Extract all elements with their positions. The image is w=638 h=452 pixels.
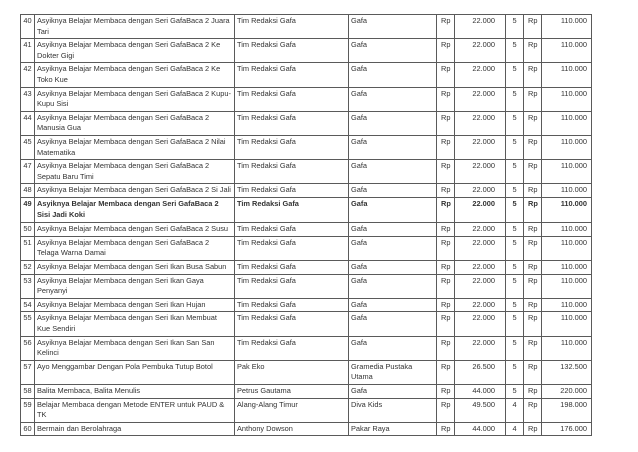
table-row bbox=[21, 87, 592, 111]
row-number-cell: 57 bbox=[21, 360, 35, 384]
author-name-cell: Tim Redaksi Gafa bbox=[235, 160, 349, 184]
author-name-cell: Tim Redaksi Gafa bbox=[235, 63, 349, 87]
quantity-cell: 5 bbox=[506, 184, 524, 198]
price-currency-cell: Rp bbox=[437, 236, 455, 260]
publisher-name-cell: Pakar Raya bbox=[349, 422, 437, 436]
total-currency-cell: Rp bbox=[524, 15, 542, 39]
table-row bbox=[21, 298, 592, 312]
total-currency-cell: Rp bbox=[524, 111, 542, 135]
table-row bbox=[21, 135, 592, 159]
unit-price-cell: 49.500 bbox=[455, 398, 506, 422]
unit-price-cell: 22.000 bbox=[455, 39, 506, 63]
publisher-name-cell: Gramedia Pustaka Utama bbox=[349, 360, 437, 384]
quantity-cell: 5 bbox=[506, 385, 524, 399]
book-title-cell: Asyiknya Belajar Membaca dengan Seri GafaBaca 2 Manusia Gua bbox=[35, 111, 235, 135]
total-price-cell: 110.000 bbox=[542, 184, 592, 198]
row-number-cell: 44 bbox=[21, 111, 35, 135]
publisher-name-cell: Gafa bbox=[349, 87, 437, 111]
unit-price-cell: 22.000 bbox=[455, 135, 506, 159]
quantity-cell: 5 bbox=[506, 336, 524, 360]
total-price-cell: 110.000 bbox=[542, 160, 592, 184]
row-number-cell: 59 bbox=[21, 398, 35, 422]
publisher-name-cell: Gafa bbox=[349, 222, 437, 236]
quantity-cell: 5 bbox=[506, 135, 524, 159]
total-currency-cell: Rp bbox=[524, 135, 542, 159]
quantity-cell: 5 bbox=[506, 360, 524, 384]
quantity-cell: 5 bbox=[506, 298, 524, 312]
row-number-cell: 47 bbox=[21, 160, 35, 184]
publisher-name-cell: Gafa bbox=[349, 274, 437, 298]
book-title-cell: Asyiknya Belajar Membaca dengan Seri Ikan San San Kelinci bbox=[35, 336, 235, 360]
publisher-name-cell: Gafa bbox=[349, 135, 437, 159]
total-price-cell: 198.000 bbox=[542, 398, 592, 422]
table-row bbox=[21, 422, 592, 436]
row-number-cell: 42 bbox=[21, 63, 35, 87]
unit-price-cell: 22.000 bbox=[455, 87, 506, 111]
unit-price-cell: 22.000 bbox=[455, 298, 506, 312]
author-name-cell: Tim Redaksi Gafa bbox=[235, 260, 349, 274]
unit-price-cell: 22.000 bbox=[455, 274, 506, 298]
author-name-cell: Tim Redaksi Gafa bbox=[235, 39, 349, 63]
book-title-cell: Asyiknya Belajar Membaca dengan Seri GafaBaca 2 Telaga Warna Damai bbox=[35, 236, 235, 260]
row-number-cell: 60 bbox=[21, 422, 35, 436]
price-currency-cell: Rp bbox=[437, 87, 455, 111]
price-currency-cell: Rp bbox=[437, 63, 455, 87]
unit-price-cell: 22.000 bbox=[455, 198, 506, 222]
publisher-name-cell: Gafa bbox=[349, 198, 437, 222]
author-name-cell: Tim Redaksi Gafa bbox=[235, 111, 349, 135]
table-row bbox=[21, 184, 592, 198]
book-title-cell: Asyiknya Belajar Membaca dengan Seri Ikan Gaya Penyanyi bbox=[35, 274, 235, 298]
unit-price-cell: 22.000 bbox=[455, 312, 506, 336]
author-name-cell: Tim Redaksi Gafa bbox=[235, 87, 349, 111]
book-title-cell: Asyiknya Belajar Membaca dengan Seri Ikan Busa Sabun bbox=[35, 260, 235, 274]
publisher-name-cell: Gafa bbox=[349, 385, 437, 399]
book-title-cell: Belajar Membaca dengan Metode ENTER untuk PAUD & TK bbox=[35, 398, 235, 422]
total-price-cell: 110.000 bbox=[542, 15, 592, 39]
quantity-cell: 4 bbox=[506, 398, 524, 422]
publisher-name-cell: Gafa bbox=[349, 111, 437, 135]
author-name-cell: Pak Eko bbox=[235, 360, 349, 384]
quantity-cell: 5 bbox=[506, 274, 524, 298]
unit-price-cell: 44.000 bbox=[455, 422, 506, 436]
publisher-name-cell: Gafa bbox=[349, 260, 437, 274]
total-price-cell: 110.000 bbox=[542, 260, 592, 274]
author-name-cell: Anthony Dowson bbox=[235, 422, 349, 436]
author-name-cell: Tim Redaksi Gafa bbox=[235, 236, 349, 260]
price-currency-cell: Rp bbox=[437, 260, 455, 274]
unit-price-cell: 22.000 bbox=[455, 160, 506, 184]
publisher-name-cell: Gafa bbox=[349, 160, 437, 184]
book-title-cell: Asyiknya Belajar Membaca dengan Seri GafaBaca 2 Sisi Jadi Koki bbox=[35, 198, 235, 222]
row-number-cell: 45 bbox=[21, 135, 35, 159]
total-price-cell: 176.000 bbox=[542, 422, 592, 436]
publisher-name-cell: Gafa bbox=[349, 63, 437, 87]
quantity-cell: 5 bbox=[506, 87, 524, 111]
row-number-cell: 48 bbox=[21, 184, 35, 198]
publisher-name-cell: Gafa bbox=[349, 312, 437, 336]
total-currency-cell: Rp bbox=[524, 312, 542, 336]
total-price-cell: 110.000 bbox=[542, 222, 592, 236]
table-row bbox=[21, 398, 592, 422]
book-title-cell: Asyiknya Belajar Membaca dengan Seri Ikan Hujan bbox=[35, 298, 235, 312]
unit-price-cell: 22.000 bbox=[455, 111, 506, 135]
price-currency-cell: Rp bbox=[437, 184, 455, 198]
row-number-cell: 54 bbox=[21, 298, 35, 312]
table-row bbox=[21, 360, 592, 384]
author-name-cell: Tim Redaksi Gafa bbox=[235, 336, 349, 360]
price-currency-cell: Rp bbox=[437, 360, 455, 384]
unit-price-cell: 22.000 bbox=[455, 15, 506, 39]
total-price-cell: 110.000 bbox=[542, 298, 592, 312]
publisher-name-cell: Diva Kids bbox=[349, 398, 437, 422]
quantity-cell: 5 bbox=[506, 198, 524, 222]
total-currency-cell: Rp bbox=[524, 274, 542, 298]
price-currency-cell: Rp bbox=[437, 422, 455, 436]
unit-price-cell: 26.500 bbox=[455, 360, 506, 384]
quantity-cell: 5 bbox=[506, 63, 524, 87]
price-currency-cell: Rp bbox=[437, 385, 455, 399]
row-number-cell: 52 bbox=[21, 260, 35, 274]
unit-price-cell: 44.000 bbox=[455, 385, 506, 399]
total-price-cell: 132.500 bbox=[542, 360, 592, 384]
total-currency-cell: Rp bbox=[524, 236, 542, 260]
author-name-cell: Tim Redaksi Gafa bbox=[235, 274, 349, 298]
table-body bbox=[21, 15, 592, 436]
unit-price-cell: 22.000 bbox=[455, 260, 506, 274]
quantity-cell: 5 bbox=[506, 312, 524, 336]
book-title-cell: Asyiknya Belajar Membaca dengan Seri Ikan Membuat Kue Sendiri bbox=[35, 312, 235, 336]
author-name-cell: Tim Redaksi Gafa bbox=[235, 298, 349, 312]
total-currency-cell: Rp bbox=[524, 39, 542, 63]
price-currency-cell: Rp bbox=[437, 198, 455, 222]
publisher-name-cell: Gafa bbox=[349, 236, 437, 260]
book-title-cell: Asyiknya Belajar Membaca dengan Seri GafaBaca 2 Kupu-Kupu Sisi bbox=[35, 87, 235, 111]
table-row bbox=[21, 39, 592, 63]
author-name-cell: Alang-Alang Timur bbox=[235, 398, 349, 422]
total-currency-cell: Rp bbox=[524, 222, 542, 236]
row-number-cell: 43 bbox=[21, 87, 35, 111]
price-currency-cell: Rp bbox=[437, 39, 455, 63]
table-row bbox=[21, 15, 592, 39]
publisher-name-cell: Gafa bbox=[349, 39, 437, 63]
total-currency-cell: Rp bbox=[524, 160, 542, 184]
unit-price-cell: 22.000 bbox=[455, 222, 506, 236]
row-number-cell: 51 bbox=[21, 236, 35, 260]
book-title-cell: Asyiknya Belajar Membaca dengan Seri GafaBaca 2 Susu bbox=[35, 222, 235, 236]
row-number-cell: 55 bbox=[21, 312, 35, 336]
price-currency-cell: Rp bbox=[437, 336, 455, 360]
table-row bbox=[21, 312, 592, 336]
total-price-cell: 110.000 bbox=[542, 336, 592, 360]
total-price-cell: 110.000 bbox=[542, 312, 592, 336]
row-number-cell: 49 bbox=[21, 198, 35, 222]
total-price-cell: 110.000 bbox=[542, 87, 592, 111]
book-title-cell: Asyiknya Belajar Membaca dengan Seri GafaBaca 2 Nilai Matematika bbox=[35, 135, 235, 159]
total-currency-cell: Rp bbox=[524, 198, 542, 222]
row-number-cell: 58 bbox=[21, 385, 35, 399]
book-title-cell: Asyiknya Belajar Membaca dengan Seri GafaBaca 2 Si Jali bbox=[35, 184, 235, 198]
row-number-cell: 41 bbox=[21, 39, 35, 63]
unit-price-cell: 22.000 bbox=[455, 63, 506, 87]
quantity-cell: 5 bbox=[506, 39, 524, 63]
total-price-cell: 220.000 bbox=[542, 385, 592, 399]
book-title-cell: Asyiknya Belajar Membaca dengan Seri GafaBaca 2 Sepatu Baru Timi bbox=[35, 160, 235, 184]
author-name-cell: Tim Redaksi Gafa bbox=[235, 184, 349, 198]
table-row bbox=[21, 198, 592, 222]
author-name-cell: Petrus Gautama bbox=[235, 385, 349, 399]
book-title-cell: Balita Membaca, Balita Menulis bbox=[35, 385, 235, 399]
price-currency-cell: Rp bbox=[437, 298, 455, 312]
total-price-cell: 110.000 bbox=[542, 198, 592, 222]
table-row bbox=[21, 63, 592, 87]
quantity-cell: 5 bbox=[506, 236, 524, 260]
publisher-name-cell: Gafa bbox=[349, 298, 437, 312]
table-row bbox=[21, 260, 592, 274]
quantity-cell: 5 bbox=[506, 15, 524, 39]
price-currency-cell: Rp bbox=[437, 160, 455, 184]
price-currency-cell: Rp bbox=[437, 312, 455, 336]
row-number-cell: 40 bbox=[21, 15, 35, 39]
price-currency-cell: Rp bbox=[437, 15, 455, 39]
author-name-cell: Tim Redaksi Gafa bbox=[235, 312, 349, 336]
price-currency-cell: Rp bbox=[437, 111, 455, 135]
publisher-name-cell: Gafa bbox=[349, 336, 437, 360]
total-currency-cell: Rp bbox=[524, 336, 542, 360]
total-price-cell: 110.000 bbox=[542, 63, 592, 87]
total-currency-cell: Rp bbox=[524, 184, 542, 198]
total-price-cell: 110.000 bbox=[542, 236, 592, 260]
table-row bbox=[21, 222, 592, 236]
author-name-cell: Tim Redaksi Gafa bbox=[235, 198, 349, 222]
book-title-cell: Ayo Menggambar Dengan Pola Pembuka Tutup Botol bbox=[35, 360, 235, 384]
book-title-cell: Asyiknya Belajar Membaca dengan Seri GafaBaca 2 Ke Dokter Gigi bbox=[35, 39, 235, 63]
publisher-name-cell: Gafa bbox=[349, 184, 437, 198]
table-row bbox=[21, 385, 592, 399]
book-title-cell: Asyiknya Belajar Membaca dengan Seri GafaBaca 2 Juara Tari bbox=[35, 15, 235, 39]
total-currency-cell: Rp bbox=[524, 398, 542, 422]
table-row bbox=[21, 274, 592, 298]
quantity-cell: 5 bbox=[506, 160, 524, 184]
quantity-cell: 5 bbox=[506, 222, 524, 236]
row-number-cell: 50 bbox=[21, 222, 35, 236]
book-title-cell: Bermain dan Berolahraga bbox=[35, 422, 235, 436]
total-currency-cell: Rp bbox=[524, 385, 542, 399]
quantity-cell: 4 bbox=[506, 422, 524, 436]
book-title-cell: Asyiknya Belajar Membaca dengan Seri GafaBaca 2 Ke Toko Kue bbox=[35, 63, 235, 87]
total-price-cell: 110.000 bbox=[542, 39, 592, 63]
price-currency-cell: Rp bbox=[437, 222, 455, 236]
book-list-table bbox=[20, 14, 592, 436]
unit-price-cell: 22.000 bbox=[455, 236, 506, 260]
author-name-cell: Tim Redaksi Gafa bbox=[235, 222, 349, 236]
price-currency-cell: Rp bbox=[437, 274, 455, 298]
total-currency-cell: Rp bbox=[524, 422, 542, 436]
total-price-cell: 110.000 bbox=[542, 135, 592, 159]
author-name-cell: Tim Redaksi Gafa bbox=[235, 15, 349, 39]
table-row bbox=[21, 160, 592, 184]
quantity-cell: 5 bbox=[506, 260, 524, 274]
total-currency-cell: Rp bbox=[524, 360, 542, 384]
row-number-cell: 53 bbox=[21, 274, 35, 298]
total-price-cell: 110.000 bbox=[542, 111, 592, 135]
price-currency-cell: Rp bbox=[437, 398, 455, 422]
unit-price-cell: 22.000 bbox=[455, 184, 506, 198]
publisher-name-cell: Gafa bbox=[349, 15, 437, 39]
price-currency-cell: Rp bbox=[437, 135, 455, 159]
table-row bbox=[21, 336, 592, 360]
total-currency-cell: Rp bbox=[524, 87, 542, 111]
total-currency-cell: Rp bbox=[524, 298, 542, 312]
unit-price-cell: 22.000 bbox=[455, 336, 506, 360]
total-currency-cell: Rp bbox=[524, 260, 542, 274]
total-price-cell: 110.000 bbox=[542, 274, 592, 298]
quantity-cell: 5 bbox=[506, 111, 524, 135]
table-row bbox=[21, 236, 592, 260]
total-currency-cell: Rp bbox=[524, 63, 542, 87]
table-row bbox=[21, 111, 592, 135]
author-name-cell: Tim Redaksi Gafa bbox=[235, 135, 349, 159]
row-number-cell: 56 bbox=[21, 336, 35, 360]
